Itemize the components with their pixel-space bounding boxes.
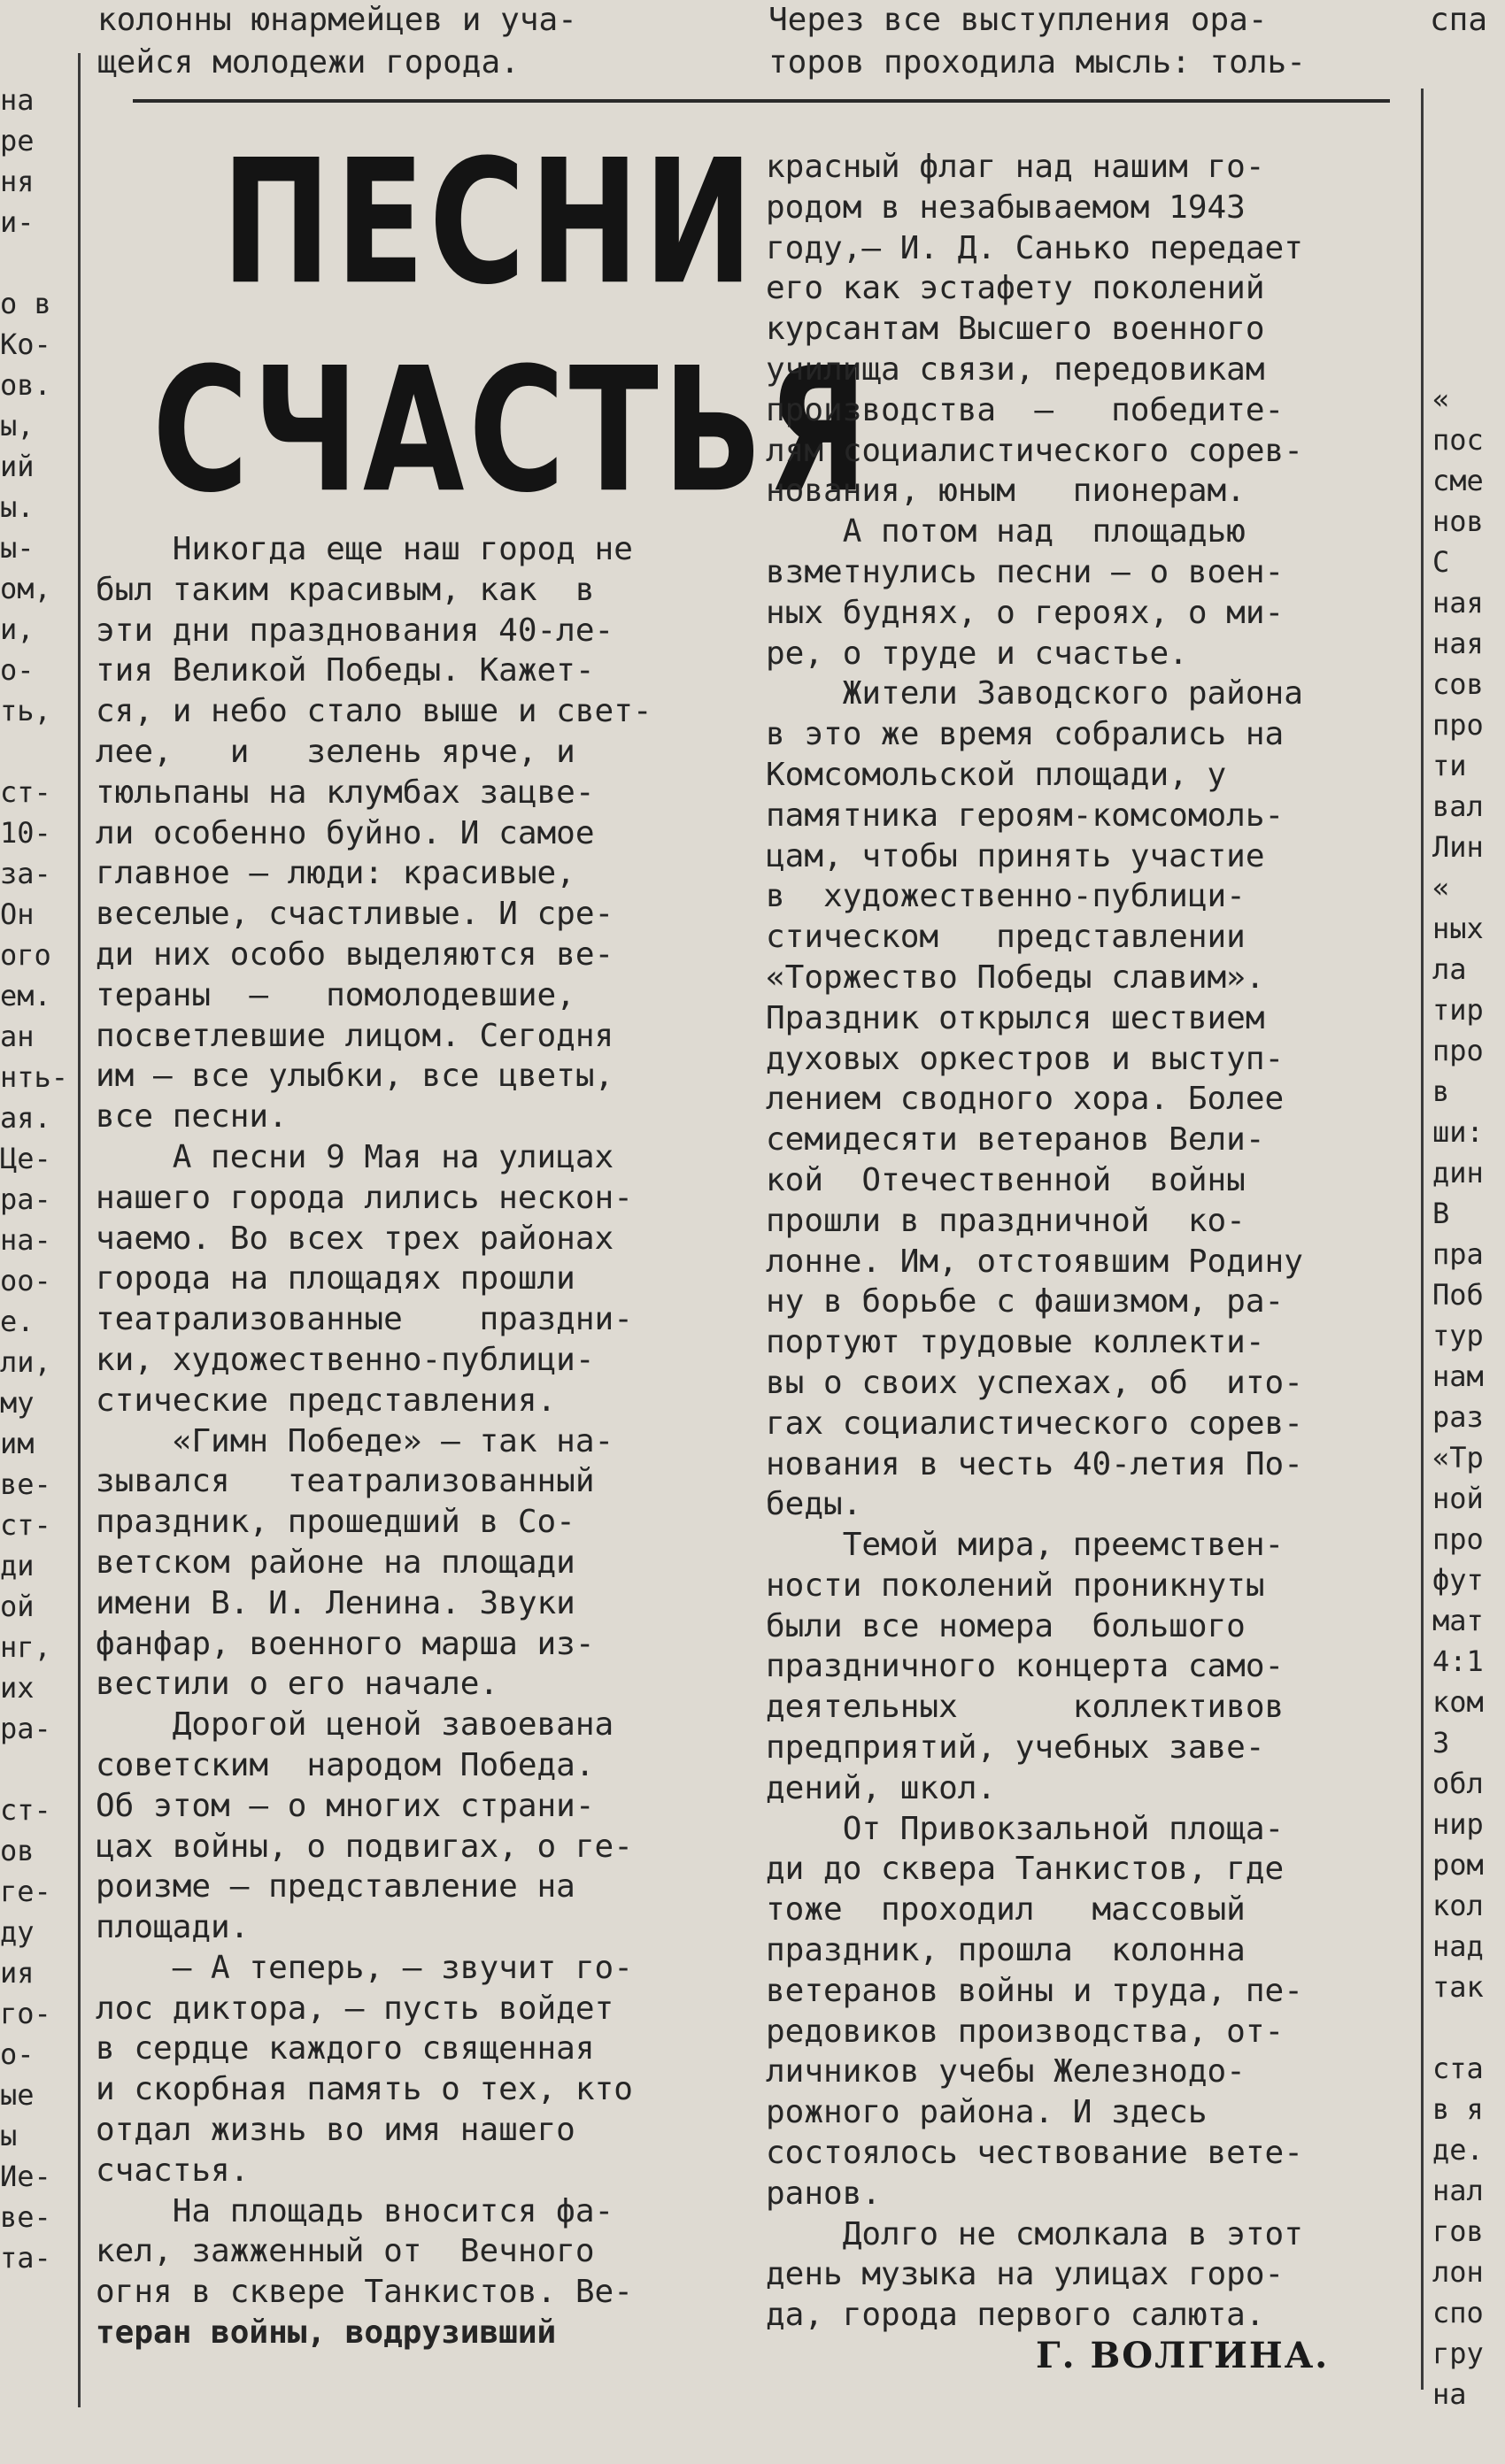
article-line: праздничного концерта само- [766,1648,1285,1685]
left-edge-fragment: го- [0,1997,51,2030]
article-line: лее, и зелень ярче, и [96,733,575,770]
top-left-fragment-line1: колонны юнармейцев и уча- [97,2,577,38]
article-line: родом в незабываемом 1943 [766,189,1246,226]
right-edge-fragment: нир [1432,1807,1484,1841]
headline-line2: СЧАСТЬЯ [152,330,872,531]
author-signature: Г. ВОЛГИНА. [1036,2335,1330,2376]
headline-line1: ПЕСНИ [221,122,758,323]
right-edge-fragment [1432,338,1505,379]
article-line: деятельных коллективов [766,1689,1285,1726]
left-edge-fragment: 10- [0,816,51,850]
article-line: имени В. И. Ленина. Звуки [96,1584,575,1621]
article-line: цах войны, о подвигах, о ге- [96,1828,633,1865]
article-line: Комсомольской площади, у [766,756,1227,793]
article-line: да, города первого салюта. [766,2297,1265,2334]
right-edge-fragment [1432,2007,1505,2048]
article-line: ки, художественно-публици- [96,1341,595,1378]
article-line: кой Отечественной войны [766,1161,1246,1198]
left-edge-fragment: Це- [0,1142,51,1175]
right-edge-fragment: вал [1432,789,1484,823]
left-edge-fragment: о в [0,287,51,320]
right-edge-fragment [1432,94,1505,135]
right-edge-fragment: З [1432,1726,1450,1759]
article-line: Долго не смолкала в этот [766,2215,1303,2252]
article-line: тюльпаны на клумбах зацве- [96,774,595,811]
left-edge-fragment: их [0,1671,35,1705]
article-line: Никогда еще наш город не [96,531,633,567]
right-edge-fragment: в [1432,1074,1450,1108]
right-edge-fragment: де. [1432,2133,1484,2167]
right-edge-fragment: ком [1432,1685,1484,1719]
left-edge-fragment: ая. [0,1101,51,1135]
article-line: году,— И. Д. Санько передает [766,229,1303,266]
left-edge-fragment: ня [0,165,35,198]
right-edge-fragment: Лин [1432,830,1484,864]
article-line: беды. [766,1486,862,1523]
article-line: производства — победите- [766,391,1285,428]
article-line: стические представления. [96,1382,557,1419]
left-edge-fragment: ы [0,2119,18,2152]
article-line: были все номера большого [766,1607,1246,1644]
right-edge-fragment: ная [1432,586,1484,620]
left-edge-fragment: нть- [0,1060,69,1094]
left-column-rule [78,53,81,2407]
left-edge-fragment: ст- [0,775,51,809]
left-edge-fragment: е. [0,1305,35,1338]
article-line: лением сводного хора. Более [766,1081,1285,1118]
top-divider-rule [133,99,1390,103]
right-edge-fragment [1432,135,1505,175]
article-line: отдал жизнь во имя нашего [96,2112,575,2149]
article-line: теран войны, водрузивший [96,2314,557,2352]
article-line: А песни 9 Мая на улицах [96,1138,614,1175]
left-edge-fragment [0,1749,55,1790]
left-edge-fragment: нг, [0,1630,51,1664]
article-line: рожного района. И здесь [766,2094,1208,2131]
right-edge-fragment: ста [1432,2052,1484,2085]
article-line: зывался театрализованный [96,1463,595,1500]
article-line: состоялось чествование вете- [766,2135,1303,2172]
article-line: тоже проходил массовый [766,1891,1246,1929]
left-edge-fragment: ве- [0,1467,51,1501]
left-edge-fragment: ы, [0,409,35,443]
article-line: главное — люди: красивые, [96,855,575,892]
article-line: посветлевшие лицом. Сегодня [96,1017,614,1054]
right-edge-fragment: раз [1432,1400,1484,1434]
article-line: ну в борьбе с фашизмом, ра- [766,1283,1285,1321]
article-line: памятника героям-комсомоль- [766,797,1285,834]
article-line: духовых оркестров и выступ- [766,1040,1285,1077]
right-edge-fragment: ная [1432,627,1484,660]
article-line: нования, юным пионерам. [766,473,1246,510]
article-line: в художественно-публици- [766,878,1246,915]
article-line: прошли в праздничной ко- [766,1202,1246,1239]
right-edge-fragment [1432,175,1505,216]
article-line: тераны — помолодевшие, [96,976,575,1013]
right-edge-fragment: сме [1432,464,1484,497]
article-line: А потом над площадью [766,513,1246,551]
right-edge-fragment: лон [1432,2255,1484,2289]
article-line: лос диктора, — пусть войдет [96,1990,614,2027]
article-line: огня в сквере Танкистов. Ве- [96,2274,633,2311]
left-edge-fragment: ди [0,1549,35,1582]
right-edge-fragment: « [1432,382,1450,416]
left-edge-fragment: Ко- [0,327,51,361]
left-edge-fragment: ые [0,2078,35,2112]
left-edge-fragment: о- [0,653,35,687]
right-edge-fragment: С [1432,545,1450,579]
article-line: редовиков производства, от- [766,2013,1285,2050]
article-line: его как эстафету поколений [766,270,1265,307]
article-line: училища связи, передовикам [766,350,1265,388]
left-edge-fragment: на- [0,1223,51,1257]
article-line: ранов. [766,2175,882,2212]
left-edge-fragment: ов. [0,368,51,402]
article-line: ди них особо выделяются ве- [96,936,614,973]
article-line: красный флаг над нашим го- [766,149,1265,185]
left-edge-fragment: ан [0,1020,35,1053]
top-left-fragment-line2: щейся молодежи города. [97,44,520,81]
article-line: стическом представлении [766,919,1246,956]
right-edge-fragment: ной [1432,1482,1484,1515]
article-line: дений, школ. [766,1769,997,1806]
left-edge-fragment: ого [0,938,51,972]
right-edge-fragment: гов [1432,2214,1484,2248]
right-edge-fragment: нал [1432,2174,1484,2207]
article-line: нашего города лились нескон- [96,1179,633,1216]
article-line: От Привокзальной площа- [766,1810,1285,1847]
article-line: — А теперь, — звучит го- [96,1949,633,1986]
left-edge-fragment: ом, [0,572,51,605]
article-line: в это же время собрались на [766,716,1285,753]
left-edge-fragment: им [0,1427,35,1460]
article-line: лонне. Им, отстоявшим Родину [766,1243,1303,1280]
right-edge-fragment [1432,53,1505,94]
left-edge-fragment: Он [0,897,35,931]
left-edge-fragment: ра- [0,1182,51,1216]
right-column-rule [1421,89,1424,2390]
right-edge-fragment: кол [1432,1889,1484,1922]
article-line: театрализованные праздни- [96,1301,633,1338]
left-edge-fragment: ем. [0,979,51,1013]
left-edge-fragment: ст- [0,1508,51,1542]
article-line: Жители Заводского района [766,675,1303,712]
left-edge-fragment: ий [0,450,35,483]
left-edge-fragment: и- [0,205,35,239]
left-edge-fragment: ве- [0,2200,51,2234]
right-edge-fragment: Поб [1432,1278,1484,1312]
right-edge-fragment: спо [1432,2296,1484,2329]
left-edge-fragment: ли, [0,1345,51,1379]
left-edge-fragment: ы. [0,490,35,524]
article-column-left [96,529,726,2353]
left-edge-fragment: ой [0,1590,35,1623]
article-line: На площадь вносится фа- [96,2192,614,2229]
right-edge-fragment: ла [1432,952,1467,986]
right-edge-fragment [1432,257,1505,297]
article-line: портуют трудовые коллекти- [766,1324,1265,1361]
left-edge-fragment: ду [0,1915,35,1949]
left-edge-fragment: ов [0,1834,35,1867]
article-line: тия Великой Победы. Кажет- [96,652,595,689]
article-line: ветском районе на площади [96,1544,575,1581]
left-edge-fragment: на [0,83,35,117]
article-line: фанфар, военного марша из- [96,1625,595,1662]
article-line: Об этом — о многих страни- [96,1787,595,1824]
right-edge-fragment: «Тр [1432,1441,1484,1475]
article-line: взметнулись песни — о воен- [766,553,1285,590]
article-line: гах социалистического сорев- [766,1405,1303,1442]
article-line: роизме — представление на [96,1868,575,1906]
right-edge-fragment: ром [1432,1848,1484,1882]
left-edge-fragment: та- [0,2241,51,2275]
article-line: нования в честь 40-летия По- [766,1445,1303,1482]
right-edge-fragment: про [1432,1034,1484,1067]
article-line: ди до сквера Танкистов, где [766,1851,1285,1888]
left-edge-fragment: оо- [0,1264,51,1297]
article-line: эти дни празднования 40-ле- [96,612,614,649]
article-line: Дорогой ценой завоевана [96,1706,614,1744]
right-edge-fragment: мат [1432,1604,1484,1637]
right-edge-fragment [1432,297,1505,338]
right-edge-fragment: фут [1432,1563,1484,1597]
right-edge-fragment: пра [1432,1237,1484,1271]
article-line: лям социалистического сорев- [766,432,1303,469]
left-edge-fragment [0,243,55,283]
right-edge-fragment: ти [1432,749,1467,782]
left-edge-fragment: ра- [0,1712,51,1745]
article-line: семидесяти ветеранов Вели- [766,1121,1265,1159]
right-edge-fragment: на [1432,2377,1467,2411]
article-line: вестили о его начале. [96,1666,499,1703]
article-column-right [766,147,1399,2336]
left-edge-fragment: ы- [0,531,35,565]
article-line: праздник, прошедший в Со- [96,1504,575,1541]
article-line: города на площадях прошли [96,1260,575,1297]
article-line: кел, зажженный от Вечного [96,2233,595,2270]
article-line: ных буднях, о героях, о ми- [766,594,1285,631]
article-line: и скорбная память о тех, кто [96,2071,633,2108]
article-line: в сердце каждого священная [96,2030,595,2067]
left-edge-fragment: и, [0,612,35,646]
right-edge-fragment: тур [1432,1319,1484,1352]
left-edge-fragment: Ие- [0,2160,51,2193]
left-edge-fragment: ия [0,1956,35,1990]
article-line: цам, чтобы принять участие [766,837,1265,874]
right-edge-fragment: обл [1432,1767,1484,1800]
article-line: Темой мира, преемствен- [766,1527,1285,1564]
right-edge-fragment: ных [1432,912,1484,945]
article-line: личников учебы Железнодо- [766,2053,1246,2091]
article-line: ся, и небо стало выше и свет- [96,693,652,730]
article-line: «Гимн Победе» — так на- [96,1422,614,1459]
left-edge-fragment: ст- [0,1793,51,1827]
right-edge-fragment: нов [1432,504,1484,538]
right-edge-fragment: про [1432,708,1484,742]
right-edge-fragment: дин [1432,1156,1484,1190]
top-right-fragment-line2: торов проходила мысль: толь- [768,44,1306,81]
article-line: счастья. [96,2152,250,2189]
article-line: вы о своих успехах, об ито- [766,1364,1303,1401]
right-edge-fragment: в я [1432,2092,1484,2126]
right-edge-fragment: про [1432,1522,1484,1556]
article-line: день музыка на улицах горо- [766,2256,1285,2293]
right-edge-fragment: сов [1432,667,1484,701]
article-line: ре, о труде и счастье. [766,635,1188,672]
right-edge-fragment: гру [1432,2337,1484,2370]
left-edge-fragment: ть, [0,694,51,728]
article-line: курсантам Высшего военного [766,311,1265,348]
article-line: площади. [96,1909,250,1946]
right-edge-fragment [1432,216,1505,257]
right-edge-fragment: над [1432,1929,1484,1963]
left-edge-fragment: за- [0,857,51,890]
article-line: был таким красивым, как в [96,571,595,608]
article-line: им — все улыбки, все цветы, [96,1058,614,1095]
article-line: ветеранов войны и труда, пе- [766,1972,1303,2009]
right-edge-fragment: тир [1432,993,1484,1027]
article-line: Праздник открылся шествием [766,999,1265,1036]
left-edge-fragment: ге- [0,1875,51,1908]
left-edge-fragment [0,731,55,772]
right-edge-fragments [1432,53,1505,2414]
article-line: ности поколений проникнуты [766,1567,1265,1604]
left-edge-fragment: ре [0,124,35,158]
left-edge-fragment: о- [0,2037,35,2071]
article-line: предприятий, учебных заве- [766,1729,1265,1767]
article-line: веселые, счастливые. И сре- [96,896,614,933]
article-line: чаемо. Во всех трех районах [96,1220,614,1257]
left-edge-fragments [0,80,69,2278]
right-edge-fragment: « [1432,871,1450,905]
left-edge-fragment: му [0,1386,35,1420]
article-line: праздник, прошла колонна [766,1932,1246,1969]
top-right-fragment-line1: Через все выступления ора- [768,2,1268,38]
article-line: «Торжество Победы славим». [766,959,1265,996]
right-edge-fragment: нам [1432,1359,1484,1393]
right-edge-fragment: так [1432,1970,1484,2004]
article-line: все песни. [96,1098,288,1136]
right-edge-fragment: пос [1432,423,1484,457]
right-edge-fragment: ши: [1432,1115,1484,1149]
top-corner-fragment: спа [1430,2,1488,38]
article-line: советским народом Победа. [96,1746,595,1783]
right-edge-fragment: В [1432,1197,1450,1230]
right-edge-fragment: 4:1 [1432,1644,1484,1678]
article-line: ли особенно буйно. И самое [96,814,595,851]
